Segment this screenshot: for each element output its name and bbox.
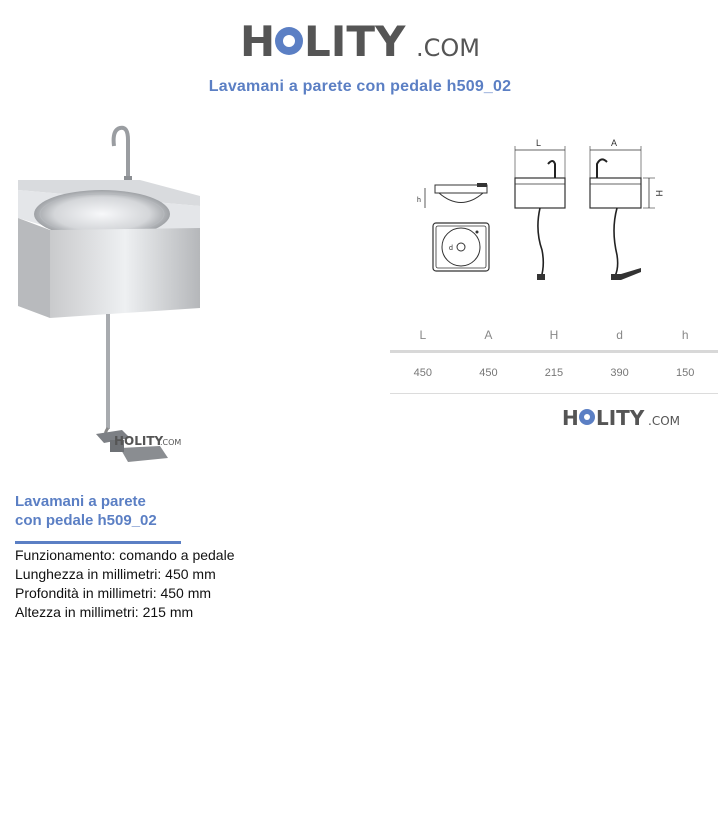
logo-o-inner xyxy=(283,35,295,47)
value-L: 450 xyxy=(390,352,456,394)
small-logo-letter-h: H xyxy=(562,406,579,430)
spec-item: Altezza in millimetri: 215 mm xyxy=(15,604,194,620)
header-h: h xyxy=(652,320,718,352)
product-title-line-1: Lavamani a parete xyxy=(15,493,146,510)
value-A: 450 xyxy=(456,352,522,394)
holity-logo-small xyxy=(562,404,680,430)
header-L: L xyxy=(390,320,456,352)
side-view-drawing xyxy=(417,183,487,208)
product-title-line-2: con pedale h509_02 xyxy=(15,512,157,529)
label-A: A xyxy=(611,138,618,148)
header-H: H xyxy=(521,320,587,352)
photo-watermark-suffix: .COM xyxy=(160,438,182,447)
label-H: H xyxy=(654,190,664,197)
dimension-header-row xyxy=(390,320,718,352)
dimension-table xyxy=(390,320,718,394)
technical-drawings xyxy=(405,130,705,290)
header-d: d xyxy=(587,320,653,352)
value-d: 390 xyxy=(587,352,653,394)
photo-watermark-text: HOLITY xyxy=(114,434,164,448)
label-d: d xyxy=(449,245,453,252)
dimension-value-row xyxy=(390,352,718,394)
spec-item: Lunghezza in millimetri: 450 mm xyxy=(15,566,216,582)
label-L: L xyxy=(536,138,542,148)
title-underline xyxy=(15,541,181,544)
top-view-drawing xyxy=(433,223,489,271)
spec-item: Funzionamento: comando a pedale xyxy=(15,547,235,563)
logo-suffix: .COM xyxy=(416,34,480,62)
logo-letter-h: H xyxy=(240,17,276,66)
page-title: Lavamani a parete con pedale h509_02 xyxy=(208,78,512,95)
header-A: A xyxy=(456,320,522,352)
spec-item: Profondità in millimetri: 450 mm xyxy=(15,585,212,601)
value-H: 215 xyxy=(521,352,587,394)
logo-letters-lity: LITY xyxy=(304,17,406,66)
value-h: 150 xyxy=(652,352,718,394)
front-view-drawing xyxy=(515,138,565,280)
product-title xyxy=(15,492,215,530)
small-logo-suffix: .COM xyxy=(648,414,680,428)
spec-list xyxy=(15,546,234,622)
holity-logo[interactable] xyxy=(240,14,490,66)
label-h-side: h xyxy=(417,197,421,204)
side-view-large-drawing xyxy=(590,138,664,280)
small-logo-letters-lity: LITY xyxy=(596,406,645,430)
product-photo xyxy=(10,118,210,473)
